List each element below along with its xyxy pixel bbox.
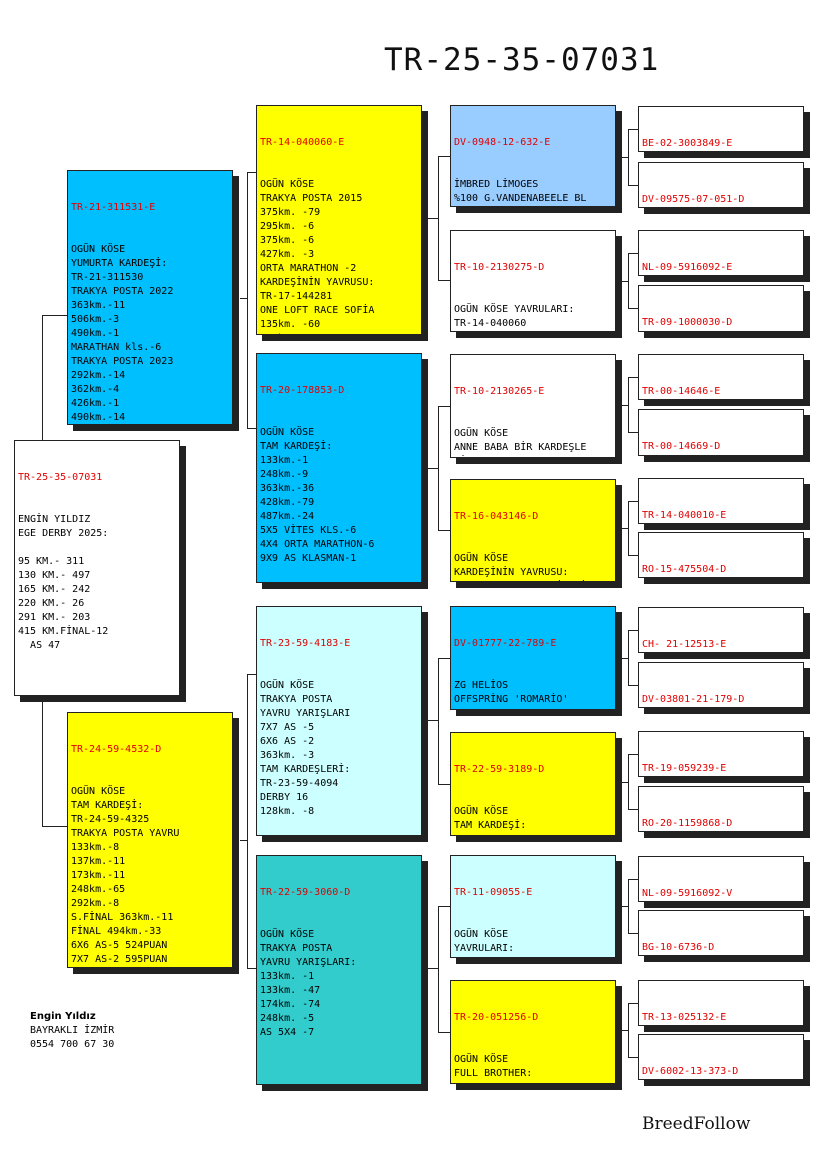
connector-line [628,1003,638,1004]
connector-line [247,172,256,173]
connector-line [428,720,438,721]
owner-city: BAYRAKLI İZMİR [30,1025,115,1036]
bird-notes: OGÜN KÖSE ANNE BABA BİR KARDEŞLE [454,428,587,453]
gen5-box-12[interactable] [638,786,804,832]
connector-line [628,685,638,686]
ring-number: TR-10-2130265-E [454,386,545,397]
ring-number: TR-00-14669-D [642,441,721,452]
bird-notes: OGÜN KÖSE KARDEŞİNİN YAVRUSU: [454,553,569,578]
connector-line [628,630,629,685]
connector-line [628,754,638,755]
connector-line [42,315,67,316]
grandsire-maternal-box[interactable] [256,606,422,836]
gen5-box-9[interactable] [638,607,804,653]
ring-number: RO-15-475504-D [642,564,727,575]
ring-number: TR-14-040060-E [260,137,345,148]
connector-line [247,968,256,969]
gen4-box-5[interactable] [450,606,616,710]
ring-number: TR-09-1000030-D [642,317,733,328]
ring-number: DV-0948-12-632-E [454,137,551,148]
connector-line [628,129,638,130]
connector-line [428,968,438,969]
ring-number: RO-20-1159868-D [642,818,733,829]
connector-line [247,674,248,968]
owner-phone: 0554 700 67 30 [30,1039,115,1050]
pedigree-title: TR-25-35-07031 [384,42,660,78]
ring-number: BG-10-6736-D [642,942,715,953]
ring-number: DV-6002-13-373-D [642,1066,739,1077]
connector-line [628,185,638,186]
connector-line [628,754,629,809]
ring-number: DV-01777-22-789-E [454,638,557,649]
gen4-box-4[interactable] [450,479,616,582]
connector-line [628,253,638,254]
gen4-box-6[interactable] [450,732,616,836]
connector-line [628,377,629,432]
owner-info [30,1010,114,1052]
connector-line [628,1003,629,1057]
connector-line [628,501,638,502]
connector-line [438,406,450,407]
bird-notes: OGÜN KÖSE TAM KARDEŞİ: TR-24-59-4325 TRAKYA POSTA YAVRU 133km.-8 137km.-11 173km.-11 248km.-65 292km.-8 S.FİNAL 363km.-11 FİNAL 494km.-33 6X6 AS-5 524PUAN 7X7 AS-2 595PUAN [71,786,180,965]
bird-notes: OGÜN KÖSE FULL BROTHER: [454,1054,533,1079]
connector-line [628,501,629,555]
ring-number: TR-22-59-3189-D [454,764,545,775]
bird-notes: ENGİN YILDIZ EGE DERBY 2025: 95 KM.- 311 130 KM.- 497 165 KM.- 242 220 KM.- 26 291 KM.- 203 415 KM.FİNAL-12 AS 47 [18,514,109,651]
connector-line [628,308,638,309]
gen5-box-8[interactable] [638,532,804,578]
connector-line [628,879,629,933]
ring-number: NL-09-5916092-E [642,262,733,273]
connector-line [438,658,450,659]
gen4-box-1[interactable] [450,105,616,207]
connector-line [247,172,248,428]
gen5-box-5[interactable] [638,354,804,400]
ring-number: TR-20-178853-D [260,385,345,396]
ring-number: TR-25-35-07031 [18,472,103,483]
ring-number: DV-03801-21-179-D [642,694,745,705]
ring-number: TR-19-059239-E [642,763,727,774]
gen5-box-2[interactable] [638,162,804,208]
connector-line [628,630,638,631]
connector-line [438,784,450,785]
ring-number: TR-16-043146-D [454,511,539,522]
connector-line [438,906,439,1032]
connector-line [628,809,638,810]
connector-line [438,406,439,530]
bird-notes: OGÜN KÖSE YUMURTA KARDEŞİ: TR-21-311530 TRAKYA POSTA 2022 363km.-11 506km.-3 490km.-1 MARATHAN kls.-6 TRAKYA POSTA 2023 292km.-14 362km.-4 426km.-1 490km.-14 [71,244,174,423]
connector-line [628,879,638,880]
bird-notes: OGÜN KÖSE YAVRULARI: TR-14-040060 [454,304,575,329]
dam-box[interactable] [67,712,233,968]
connector-line [628,1057,638,1058]
connector-line [240,840,247,841]
brand-logo: BreedFollow [642,1114,751,1134]
connector-line [42,826,67,827]
gen4-box-7[interactable] [450,855,616,958]
connector-line [438,658,439,784]
connector-line [438,530,450,531]
ring-number: TR-24-59-4532-D [71,744,162,755]
connector-line [240,298,247,299]
gen4-box-8[interactable] [450,980,616,1084]
bird-notes: OGÜN KÖSE TRAKYA POSTA 2015 375km. -79 295km. -6 375km. -6 427km. -3 ORTA MARATHON -2 KARDEŞİNİN YAVRUSU: TR-17-144281 ONE LOFT RACE SOFİA 135km. -60 [260,179,375,330]
connector-line [628,377,638,378]
ring-number: TR-20-051256-D [454,1012,539,1023]
gen5-box-14[interactable] [638,910,804,956]
gen5-box-13[interactable] [638,856,804,902]
ring-number: DV-09575-07-051-D [642,194,745,205]
connector-line [628,933,638,934]
connector-line [628,253,629,308]
ring-number: TR-14-040010-E [642,510,727,521]
gen5-box-6[interactable] [638,409,804,456]
ring-number: TR-00-14646-E [642,386,721,397]
sire-box[interactable] [67,170,233,425]
ring-number: TR-23-59-4183-E [260,638,351,649]
ring-number: TR-11-09055-E [454,887,533,898]
connector-line [628,129,629,185]
granddam-paternal-box[interactable] [256,353,422,583]
ring-number: TR-10-2130275-D [454,262,545,273]
ring-number: TR-13-025132-E [642,1012,727,1023]
gen5-box-16[interactable] [638,1034,804,1080]
gen5-box-7[interactable] [638,478,804,524]
gen4-box-2[interactable] [450,230,616,332]
connector-line [438,156,450,157]
gen5-box-1[interactable] [638,106,804,152]
owner-name: Engin Yıldız [30,1011,96,1022]
bird-notes: OGÜN KÖSE TRAKYA POSTA YAVRU YARIŞLARI 7X7 AS -5 6X6 AS -2 363km. -3 TAM KARDEŞLERİ: TR-23-59-4094 DERBY 16 128km. -8 [260,680,351,817]
ring-number: BE-02-3003849-E [642,138,733,149]
granddam-maternal-box[interactable] [256,855,422,1085]
gen5-box-11[interactable] [638,731,804,777]
grandsire-paternal-box[interactable] [256,105,422,335]
connector-line [628,432,638,433]
ring-number: TR-22-59-3060-D [260,887,351,898]
bird-notes: OGÜN KÖSE TRAKYA POSTA YAVRU YARIŞLARI: 133km. -1 133km. -47 174km. -74 248km. -5 AS 5X4 -7 [260,929,357,1038]
ring-number: NL-09-5916092-V [642,888,733,899]
gen5-box-3[interactable] [638,230,804,276]
bird-notes: OGÜN KÖSE YAVRULARI: [454,929,515,954]
ring-number: TR-21-311531-E [71,202,156,213]
connector-line [438,280,450,281]
gen5-box-10[interactable] [638,662,804,708]
gen4-box-3[interactable] [450,354,616,458]
connector-line [428,218,438,219]
connector-line [438,156,439,280]
bird-notes: ZG HELİOS OFFSPRİNG 'ROMARİO' [454,680,569,705]
bird-notes: İMBRED LİMOGES %100 G.VANDENABEELE BL [454,179,587,204]
connector-line [438,906,450,907]
gen5-box-4[interactable] [638,285,804,332]
connector-line [628,555,638,556]
connector-line [428,468,438,469]
connector-line [247,674,256,675]
ring-number: CH- 21-12513-E [642,639,727,650]
bird-notes: OGÜN KÖSE TAM KARDEŞİ: [454,806,527,831]
connector-line [247,428,256,429]
bird-notes: OGÜN KÖSE TAM KARDEŞİ: 133km.-1 248km.-9 363km.-36 428km.-79 487km.-24 5X5 VİTES KLS.-6 4X4 ORTA MARATHON-6 9X9 AS KLASMAN-1 [260,427,375,564]
subject-box[interactable] [14,440,180,696]
connector-line [438,1032,450,1033]
gen5-box-15[interactable] [638,980,804,1026]
